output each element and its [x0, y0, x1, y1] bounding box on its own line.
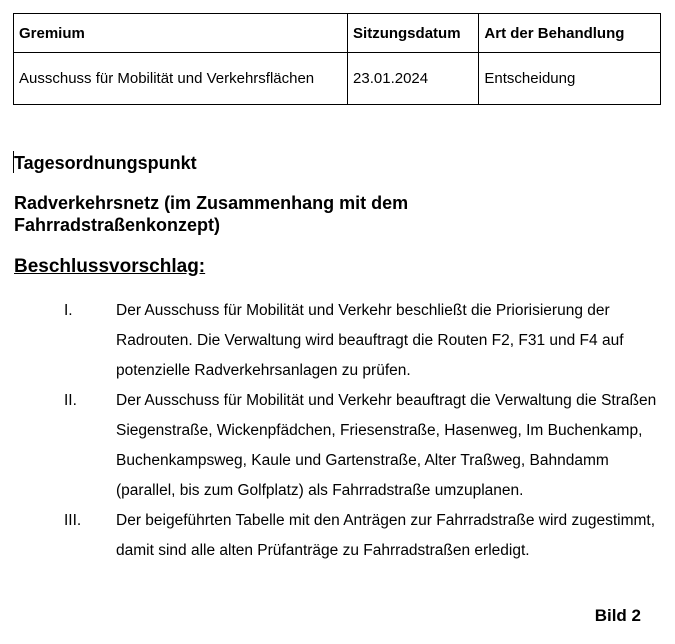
list-item — [0, 296, 675, 386]
table-row — [14, 53, 661, 105]
list-item-text: Der beigeführten Tabelle mit den Anträgen zur Fahrradstraße wird zugestimmt, damit sind alle alten Prüfanträge zu Fahrradstraßen erledigt. — [116, 512, 656, 559]
table-header-row — [14, 14, 661, 53]
header-gremium: Gremium — [14, 14, 348, 53]
list-item-number: III. — [64, 512, 82, 529]
list-item — [0, 386, 675, 506]
list-item-number: II. — [64, 392, 77, 409]
proposal-heading: Beschlussvorschlag: — [14, 256, 206, 277]
list-item-text: Der Ausschuss für Mobilität und Verkehr beauftragt die Verwaltung die Straßen Siegenstraße, Wickenpfädchen, Friesenstraße, Hasenweg, Im Buchenkamp, Buchenkampsweg, Kaule und Gartenstraße, Alter Traßweg, Bahndamm (parallel, bis zum Golfplatz) als Fahrradstraße umzuplanen. — [116, 392, 657, 499]
agenda-subject: Radverkehrsnetz (im Zusammenhang mit dem Fahrradstraßenkonzept) — [14, 193, 409, 235]
proposal-list — [0, 296, 675, 566]
meeting-info-table — [13, 13, 661, 105]
list-item-text: Der Ausschuss für Mobilität und Verkehr beschließt die Priorisierung der Radrouten. Die Verwaltung wird beauftragt die Routen F2, F31 und F4 auf potenzielle Radverkehrsanlagen zu prüfen. — [116, 302, 624, 379]
header-art-der-behandlung: Art der Behandlung — [479, 14, 661, 53]
agenda-label: Tagesordnungspunkt — [14, 153, 197, 173]
figure-label: Bild 2 — [594, 606, 641, 625]
cell-gremium: Ausschuss für Mobilität und Verkehrsflächen — [14, 53, 348, 105]
cell-sitzungsdatum: 23.01.2024 — [348, 53, 479, 105]
list-item-number: I. — [64, 302, 73, 319]
header-sitzungsdatum: Sitzungsdatum — [348, 14, 479, 53]
cell-art-der-behandlung: Entscheidung — [479, 53, 661, 105]
list-item — [0, 506, 675, 566]
